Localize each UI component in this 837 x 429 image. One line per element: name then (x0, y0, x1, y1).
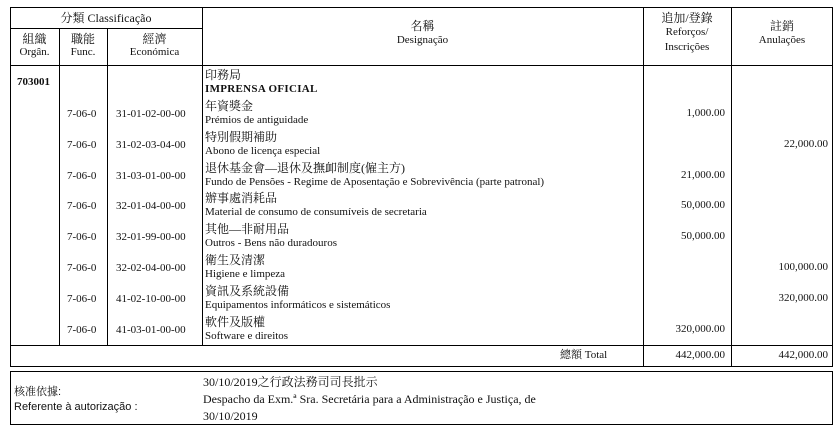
row-designacao-pt: Abono de licença especial (205, 144, 321, 157)
row-economica: 41-02-10-00-00 (116, 292, 186, 305)
row-economica: 41-03-01-00-00 (116, 323, 186, 336)
footer-line-1: 30/10/2019之行政法務司司長批示 (203, 375, 378, 389)
row-economica: 32-02-04-00-00 (116, 262, 186, 274)
row-designacao-zh: 衛生及清潔 (205, 253, 266, 267)
row-reforco: 320,000.00 (675, 322, 725, 335)
entity-name-pt: IMPRENSA OFICIAL (205, 83, 318, 95)
row-funcional: 7-06-0 (67, 138, 97, 151)
total-anulacao: 442,000.00 (778, 349, 828, 361)
row-designacao-pt: Material de consumo de consumíveis de secretaria (205, 206, 427, 219)
header-reforcos-pt2: Inscrições (664, 41, 710, 53)
header-anulacoes-pt: Anulações (758, 34, 806, 46)
entity-name-zh: 印務局 (205, 68, 242, 82)
header-economica-pt: Económica (129, 46, 180, 58)
header-designacao-pt: Designação (396, 34, 449, 46)
row-economica: 31-01-02-00-00 (116, 108, 186, 120)
row-funcional: 7-06-0 (67, 323, 97, 336)
row-anulacao: 320,000.00 (778, 291, 828, 304)
row-designacao-pt: Software e direitos (205, 329, 289, 342)
row-economica: 31-03-01-00-00 (116, 169, 186, 182)
row-reforco: 50,000.00 (681, 230, 725, 243)
row-designacao-zh: 軟件及版權 (205, 314, 266, 329)
row-funcional: 7-06-0 (67, 231, 97, 244)
total-reforco: 442,000.00 (675, 349, 725, 361)
row-reforco: 1,000.00 (686, 107, 725, 119)
row-designacao-zh: 特別假期補助 (205, 129, 278, 144)
footer-line-2: Despacho da Exm.ª Sra. Secretária para a Administração e Justiça, de (203, 392, 536, 406)
row-funcional: 7-06-0 (67, 262, 97, 274)
footer-line-3: 30/10/2019 (203, 409, 258, 423)
footer-label-zh: 核准依據: (14, 386, 62, 398)
row-anulacao: 100,000.00 (778, 261, 828, 273)
row-designacao-pt: Higiene e limpeza (205, 268, 286, 280)
header-anulacoes-zh: 註銷 (769, 19, 794, 33)
row-economica: 32-01-99-00-00 (116, 231, 186, 244)
row-designacao-pt: Equipamentos informáticos e sistemáticos (205, 298, 391, 311)
row-designacao-pt: Outros - Bens não duradouros (205, 237, 337, 250)
row-economica: 31-02-03-04-00 (116, 138, 186, 151)
row-reforco: 50,000.00 (681, 199, 725, 212)
entity-code: 703001 (17, 76, 50, 88)
row-designacao-zh: 辦事處消耗品 (205, 191, 278, 206)
row-designacao-zh: 其他—非耐用品 (205, 222, 290, 237)
row-designacao-pt: Prémios de antiguidade (205, 114, 309, 126)
header-funcional-pt: Func. (70, 46, 96, 58)
header-organica-pt: Orgân. (19, 46, 50, 58)
header-classificacao: 分類 Classificação (60, 11, 152, 25)
row-funcional: 7-06-0 (67, 169, 97, 182)
row-funcional: 7-06-0 (67, 200, 97, 213)
row-designacao-zh: 資訊及系統設備 (205, 283, 290, 298)
row-economica: 32-01-04-00-00 (116, 200, 186, 213)
row-funcional: 7-06-0 (67, 108, 97, 120)
header-reforcos-zh: 追加/登錄 (661, 11, 713, 25)
row-anulacao: 22,000.00 (784, 137, 828, 150)
row-designacao-zh: 年資獎金 (205, 99, 254, 113)
row-funcional: 7-06-0 (67, 292, 97, 305)
header-reforcos-pt1: Reforços/ (665, 26, 709, 38)
footer-label-pt: Referente à autorização : (14, 401, 138, 413)
header-organica-zh: 組織 (22, 32, 47, 46)
total-label: 總額 Total (560, 349, 608, 361)
header-designacao-zh: 名稱 (410, 19, 435, 33)
header-economica-zh: 經濟 (142, 32, 167, 46)
row-designacao-pt: Fundo de Pensões - Regime de Aposentação e Sobrevivência (parte patronal) (205, 175, 545, 188)
header-funcional-zh: 職能 (70, 32, 95, 46)
row-designacao-zh: 退休基金會—退休及撫卹制度(僱主方) (205, 160, 405, 175)
row-reforco: 21,000.00 (681, 168, 725, 181)
